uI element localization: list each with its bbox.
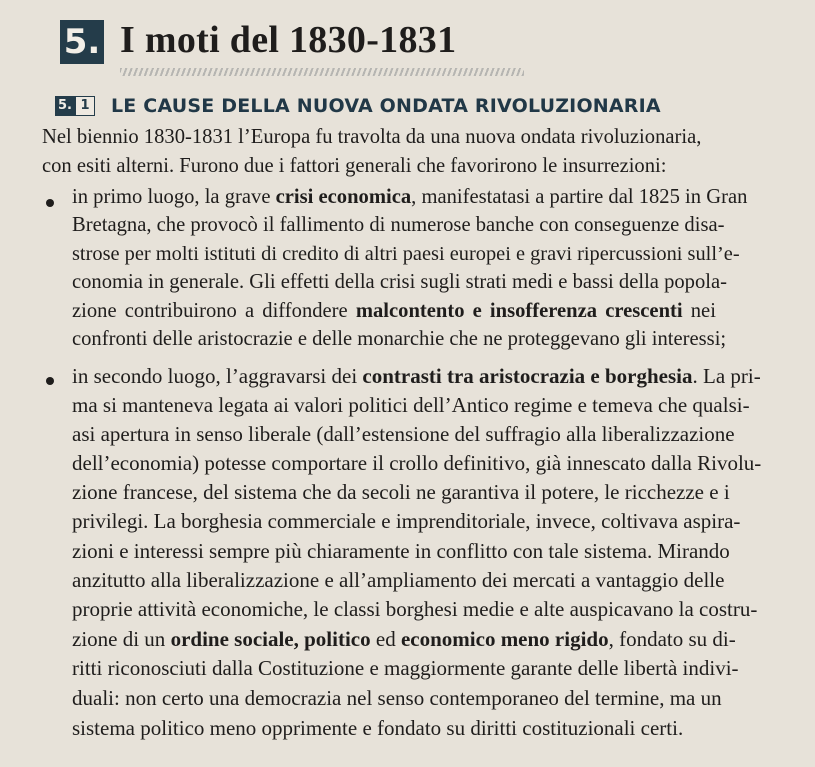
bullet-line: proprie attività economiche, le classi borghesi medie e alte auspicavano la costru- (72, 597, 758, 621)
bold-term: contrasti tra aristocrazia e borghesia (362, 364, 693, 388)
text-span: , fondato su di- (608, 627, 736, 651)
text-span: , manifestatasi a partire dal 1825 in Gran (411, 186, 748, 208)
text-span: nei (682, 300, 716, 322)
bold-term: malcontento e insofferenza crescenti (355, 300, 683, 322)
bullet-line (72, 299, 716, 323)
bold-term: economico meno rigido (400, 627, 609, 651)
text-span: ed (370, 627, 401, 651)
bullet-point (46, 199, 54, 207)
bullet-line: duali: non certo una democrazia nel senso contemporaneo del termine, ma un (72, 686, 722, 710)
bullet-line: ma si manteneva legata ai valori politici dell’Antico regime e temeva che qualsi- (72, 393, 750, 417)
text-span: in secondo luogo, l’aggravarsi dei (72, 364, 363, 388)
bullet-line (72, 364, 761, 388)
text-span: . La pri- (692, 364, 761, 388)
bullet-line: sistema politico meno opprimente e fondato su diritti costituzionali certi. (72, 716, 684, 740)
text-span: in primo luogo, la grave (72, 186, 276, 208)
title-underline-decoration (120, 68, 524, 76)
chapter-title: I moti del 1830-1831 (120, 19, 457, 61)
bullet-line (72, 185, 747, 209)
badge-chapter-number: 5. (55, 96, 75, 116)
bullet-point (46, 377, 54, 385)
text-span: zione contribuirono a diffondere (72, 300, 356, 322)
paragraph-line: con esiti alterni. Furono due i fattori generali che favorirono le insurrezioni: (42, 155, 667, 177)
bold-term: crisi economica (275, 186, 412, 208)
bullet-line: Bretagna, che provocò il fallimento di numerose banche con conseguenze disa- (72, 214, 725, 236)
chapter-number-badge: 5. (60, 20, 104, 64)
bullet-line: ritti riconosciuti dalla Costituzione e maggiormente garante delle libertà indivi- (72, 656, 739, 680)
bullet-line: confronti delle aristocrazie e delle monarchie che ne proteggevano gli interessi; (72, 328, 727, 350)
paragraph-line: Nel biennio 1830-1831 l’Europa fu travolta da una nuova ondata rivoluzionaria, (42, 126, 702, 148)
section-title: LE CAUSE DELLA NUOVA ONDATA RIVOLUZIONARIA (111, 95, 661, 117)
bullet-line: privilegi. La borghesia commerciale e imprenditoriale, invece, coltivava aspira- (72, 509, 741, 533)
bullet-line: dell’economia) potesse comportare il crollo definitivo, già innescato dalla Rivolu- (72, 451, 762, 475)
bold-term: ordine sociale, politico (170, 627, 371, 651)
bullet-line: zioni e interessi sempre più chiaramente in conflitto con tale sistema. Mirando (72, 539, 730, 563)
bullet-line: strose per molti istituti di credito di altri paesi europei e gravi ripercussioni sull’e- (72, 243, 740, 265)
text-span: zione di un (72, 627, 171, 651)
section-number-badge (55, 96, 95, 116)
bullet-line (72, 627, 736, 651)
bullet-line: anzitutto alla liberalizzazione e all’ampliamento dei mercati a vantaggio delle (72, 568, 725, 592)
bullet-line: zione francese, del sistema che da secoli ne garantiva il potere, le ricchezze e i (72, 480, 730, 504)
badge-section-number: 1 (75, 96, 95, 116)
bullet-line: conomia in generale. Gli effetti della crisi sugli strati medi e bassi della popola- (72, 271, 727, 293)
bullet-line: asi apertura in senso liberale (dall’estensione del suffragio alla liberalizzazione (72, 422, 735, 446)
